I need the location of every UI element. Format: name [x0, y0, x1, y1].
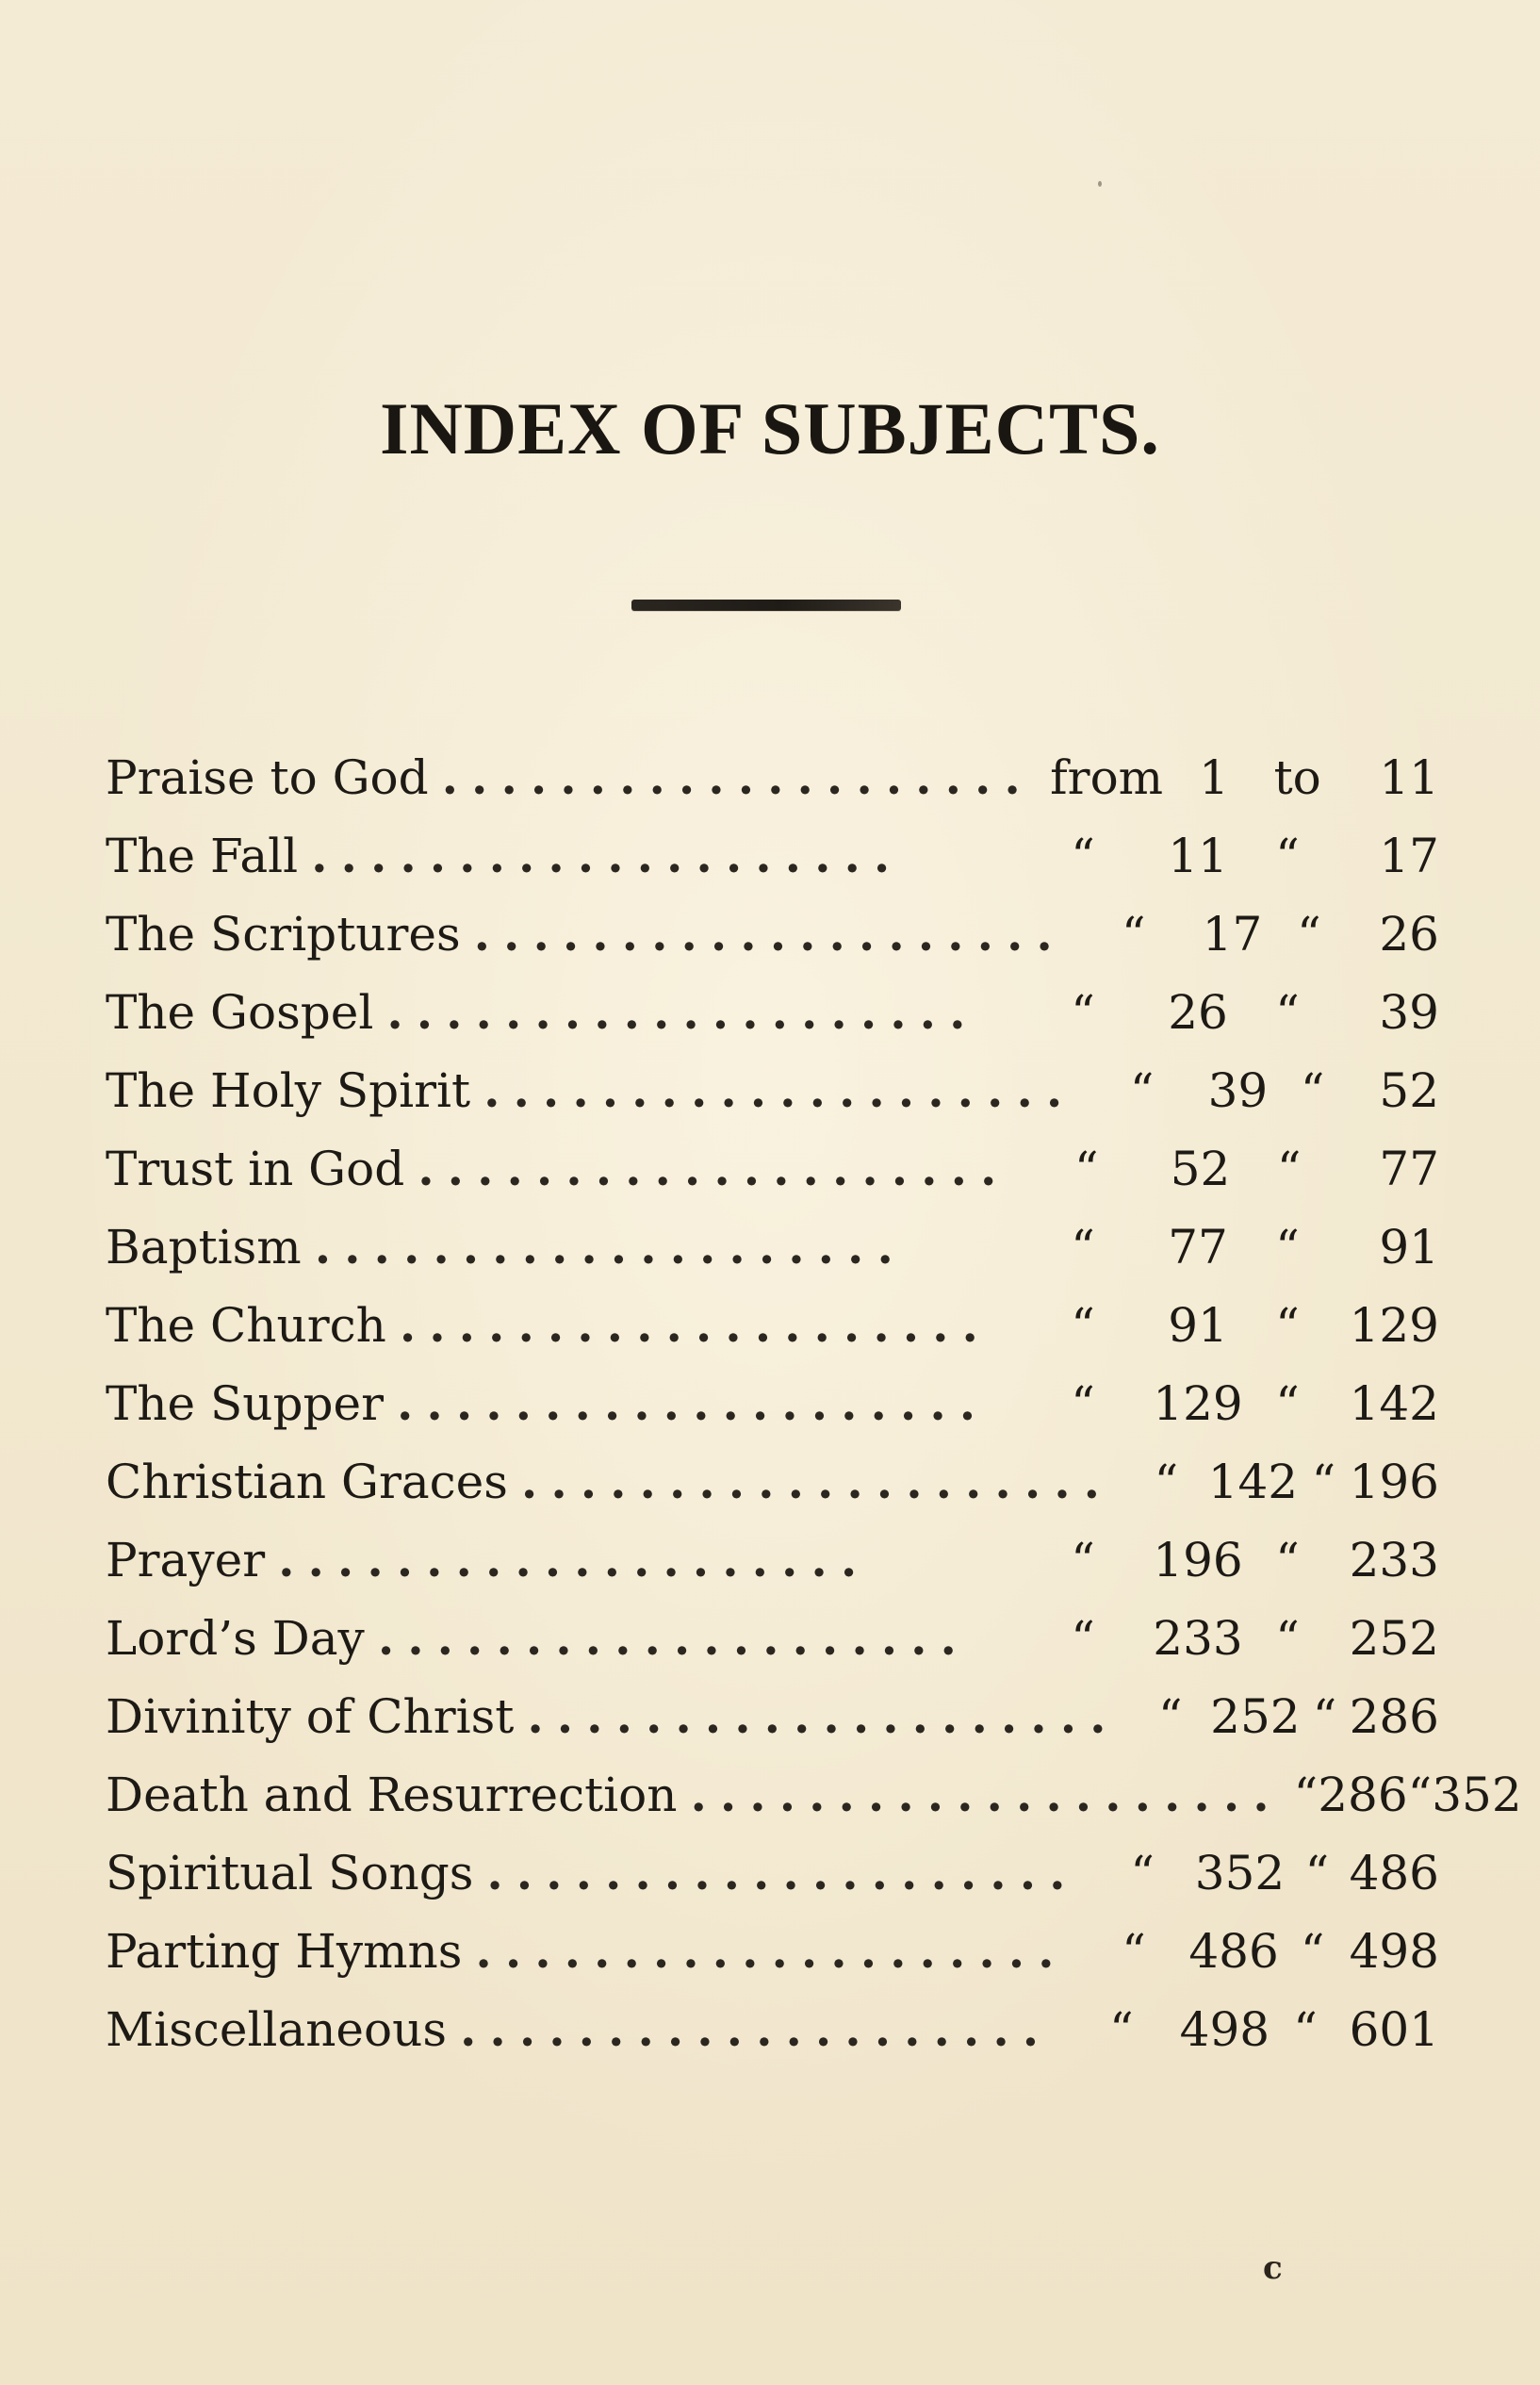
page-title: INDEX OF SUBJECTS. — [380, 387, 1160, 469]
ditto-mark: “ — [1275, 1297, 1300, 1353]
ditto-mark: “ — [1275, 1219, 1300, 1275]
ditto-mark: “ — [1071, 1532, 1095, 1587]
ditto-mark: “ — [1071, 828, 1095, 883]
ditto-mark: “ — [1071, 1219, 1095, 1275]
end-page: 142 — [1349, 1375, 1439, 1431]
index-entry — [106, 1442, 1439, 1521]
ditto-mark: “ — [1071, 1375, 1095, 1431]
start-page: 233 — [1153, 1610, 1243, 1666]
index-entry — [106, 1208, 1439, 1286]
ditto-mark: “ — [1297, 906, 1321, 962]
end-page: 39 — [1379, 984, 1439, 1040]
ditto-mark: “ — [1407, 1767, 1433, 1822]
end-page: 11 — [1379, 749, 1439, 805]
to-label: to — [1273, 749, 1321, 805]
signature-mark: c — [1263, 2249, 1283, 2287]
index-entry — [106, 1677, 1439, 1755]
dot-leader: .................... — [311, 827, 904, 883]
start-page: 26 — [1168, 984, 1228, 1040]
end-page: 52 — [1379, 1062, 1440, 1118]
dot-leader: .................... — [475, 1922, 1068, 1979]
subject-index-list — [106, 738, 1522, 2068]
subject-label: Parting Hymns — [106, 1923, 463, 1979]
ditto-mark: “ — [1275, 984, 1300, 1040]
subject-label: The Church — [106, 1297, 386, 1353]
ditto-mark: “ — [1275, 1532, 1300, 1587]
index-entry — [106, 1051, 1439, 1129]
dot-leader: .................... — [418, 1140, 1010, 1196]
title-rule — [631, 600, 901, 611]
subject-label: The Scriptures — [106, 906, 461, 962]
end-page: 233 — [1349, 1532, 1439, 1587]
paper-speck — [1098, 181, 1102, 187]
end-page: 17 — [1379, 828, 1439, 883]
subject-label: Praise to God — [106, 749, 429, 805]
dot-leader: .................... — [483, 1061, 1076, 1118]
subject-label: Miscellaneous — [106, 2001, 447, 2057]
ditto-mark: “ — [1071, 1610, 1095, 1666]
subject-label: Prayer — [106, 1532, 266, 1587]
end-page: 129 — [1349, 1297, 1439, 1353]
start-page: 1 — [1199, 749, 1229, 805]
end-page: 286 — [1349, 1688, 1439, 1744]
ditto-mark: “ — [1275, 1610, 1300, 1666]
ditto-mark: “ — [1130, 1845, 1155, 1900]
ditto-mark: “ — [1304, 1845, 1330, 1900]
start-page: 11 — [1168, 828, 1228, 883]
dot-leader: .................... — [527, 1687, 1120, 1744]
start-page: 196 — [1153, 1532, 1243, 1587]
ditto-mark: “ — [1311, 1454, 1336, 1509]
start-page: 352 — [1194, 1845, 1286, 1900]
subject-label: Divinity of Christ — [106, 1688, 515, 1744]
dot-leader: .................... — [386, 983, 979, 1040]
end-page: 196 — [1349, 1454, 1439, 1509]
subject-label: Spiritual Songs — [106, 1845, 474, 1900]
subject-label: The Holy Spirit — [106, 1062, 471, 1118]
index-entry — [106, 895, 1439, 973]
end-page: 252 — [1349, 1610, 1439, 1666]
index-entry — [106, 738, 1439, 816]
subject-label: The Supper — [106, 1375, 384, 1431]
start-page: 252 — [1210, 1688, 1301, 1744]
end-page: 352 — [1432, 1767, 1522, 1822]
start-page: 498 — [1179, 2001, 1270, 2057]
ditto-mark: “ — [1122, 1923, 1146, 1979]
index-entry — [106, 1129, 1439, 1208]
end-page: 601 — [1349, 2001, 1439, 2057]
dot-leader: .................... — [278, 1531, 871, 1587]
dot-leader: .................... — [473, 905, 1066, 962]
start-page: 142 — [1207, 1454, 1299, 1509]
dot-leader: .................... — [486, 1844, 1079, 1900]
start-page: 91 — [1168, 1297, 1228, 1353]
dot-leader: .................... — [377, 1609, 970, 1666]
subject-label: Death and Resurrection — [106, 1767, 678, 1822]
ditto-mark: “ — [1293, 2001, 1318, 2057]
index-entry — [106, 1834, 1439, 1912]
end-page: 486 — [1349, 1845, 1439, 1900]
ditto-mark: “ — [1312, 1688, 1337, 1744]
index-entry — [106, 973, 1439, 1051]
ditto-mark: “ — [1300, 1062, 1325, 1118]
dot-leader: .................... — [520, 1453, 1114, 1509]
index-entry — [106, 816, 1439, 895]
start-page: 17 — [1202, 906, 1263, 962]
index-entry — [106, 1912, 1439, 1990]
ditto-mark: “ — [1071, 984, 1095, 1040]
dot-leader: .................... — [441, 748, 1034, 805]
ditto-mark: “ — [1275, 828, 1300, 883]
start-page: 77 — [1168, 1219, 1228, 1275]
end-page: 498 — [1349, 1923, 1439, 1979]
start-page: 286 — [1318, 1767, 1408, 1822]
index-entry — [106, 1755, 1522, 1834]
subject-label: The Gospel — [106, 984, 374, 1040]
dot-leader: .................... — [314, 1218, 907, 1275]
dot-leader: .................... — [397, 1374, 990, 1431]
subject-label: The Fall — [106, 828, 299, 883]
ditto-mark: “ — [1154, 1454, 1179, 1509]
ditto-mark: “ — [1122, 906, 1146, 962]
dot-leader: .................... — [399, 1296, 991, 1353]
ditto-mark: “ — [1300, 1923, 1325, 1979]
end-page: 77 — [1379, 1141, 1440, 1196]
end-page: 91 — [1379, 1219, 1439, 1275]
start-page: 39 — [1207, 1062, 1269, 1118]
start-page: 129 — [1153, 1375, 1243, 1431]
index-entry — [106, 1364, 1439, 1442]
ditto-mark: “ — [1071, 1297, 1095, 1353]
ditto-mark: “ — [1109, 2001, 1134, 2057]
index-entry — [106, 1286, 1439, 1364]
subject-label: Lord’s Day — [106, 1610, 365, 1666]
index-entry — [106, 1521, 1439, 1599]
index-entry — [106, 1599, 1439, 1677]
start-page: 486 — [1188, 1923, 1279, 1979]
dot-leader: .................... — [690, 1766, 1283, 1822]
index-entry — [106, 1990, 1439, 2068]
ditto-mark: “ — [1129, 1062, 1155, 1118]
from-label: from — [1050, 749, 1164, 805]
dot-leader: .................... — [460, 2000, 1053, 2057]
ditto-mark: “ — [1293, 1767, 1319, 1822]
ditto-mark: “ — [1276, 1141, 1302, 1196]
start-page: 52 — [1170, 1141, 1231, 1196]
ditto-mark: “ — [1073, 1141, 1099, 1196]
subject-label: Baptism — [106, 1219, 302, 1275]
end-page: 26 — [1379, 906, 1439, 962]
subject-label: Christian Graces — [106, 1454, 508, 1509]
ditto-mark: “ — [1158, 1688, 1183, 1744]
subject-label: Trust in God — [106, 1141, 405, 1196]
ditto-mark: “ — [1275, 1375, 1300, 1431]
